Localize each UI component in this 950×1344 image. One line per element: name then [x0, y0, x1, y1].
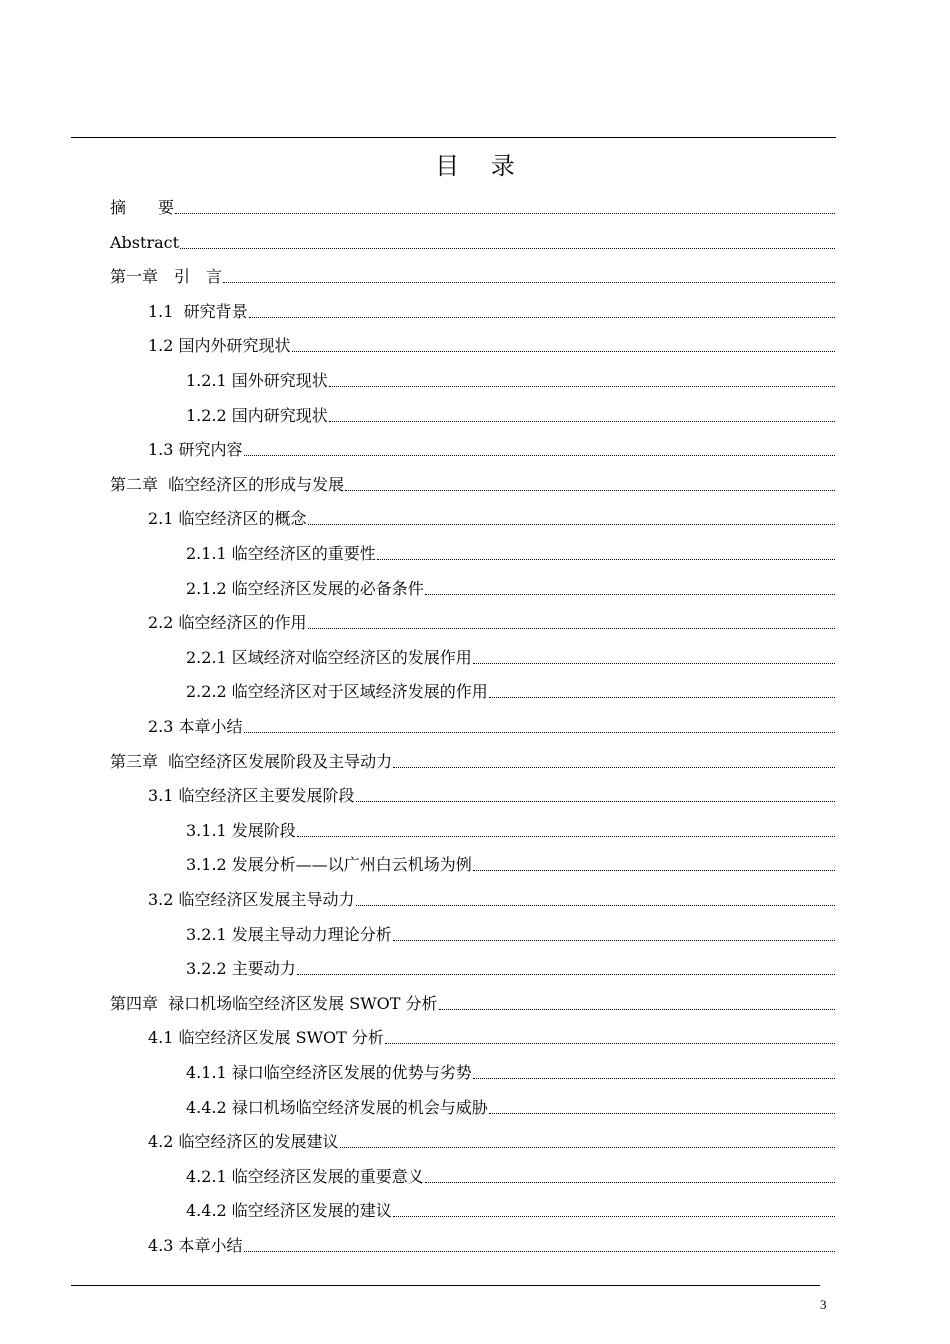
- toc-entry[interactable]: [148, 1126, 835, 1152]
- dot-leader: [377, 559, 835, 560]
- toc-entry-label: 2.2.2 临空经济区对于区域经济发展的作用: [186, 682, 488, 702]
- dot-leader: [329, 421, 835, 422]
- toc-entry[interactable]: [148, 1230, 835, 1256]
- dot-leader: [393, 767, 835, 768]
- toc-entry-label: 3.1.1 发展阶段: [186, 820, 296, 840]
- toc-entry[interactable]: [148, 1022, 835, 1048]
- toc-entry[interactable]: [186, 1161, 835, 1187]
- dot-leader: [292, 351, 835, 352]
- toc-entry-label: 第四章 禄口机场临空经济区发展 SWOT 分析: [110, 993, 438, 1013]
- toc-entry-label: 1.1 研究背景: [148, 301, 248, 321]
- toc-entry[interactable]: [186, 1195, 835, 1221]
- toc-entry[interactable]: [186, 365, 835, 391]
- toc-entry-label: 摘 要: [110, 198, 175, 217]
- dot-leader: [175, 213, 835, 214]
- toc-entry-label: 4.3 本章小结: [148, 1236, 243, 1255]
- toc-entry-label: 1.2 国内外研究现状: [148, 336, 291, 356]
- toc-entry-label: 第一章 引 言: [110, 267, 223, 287]
- toc-entry-label: 3.1.2 发展分析——以广州白云机场为例: [186, 855, 472, 875]
- dot-leader: [425, 1182, 835, 1183]
- toc-entry-label: 1.2.2 国内研究现状: [186, 405, 328, 425]
- toc-entry[interactable]: [110, 469, 835, 495]
- dot-leader: [297, 974, 835, 975]
- toc-entry[interactable]: [186, 538, 835, 564]
- toc-entry[interactable]: [148, 711, 835, 737]
- dot-leader: [308, 524, 835, 525]
- toc-entry[interactable]: [148, 780, 835, 806]
- dot-leader: [489, 1113, 835, 1114]
- toc-entry-label: 3.2.1 发展主导动力理论分析: [186, 924, 392, 944]
- toc-entry[interactable]: [186, 1092, 835, 1118]
- toc-entry[interactable]: [148, 330, 835, 356]
- toc-entry-label: 3.1 临空经济区主要发展阶段: [148, 786, 355, 806]
- toc-entry-label: 4.4.2 禄口机场临空经济发展的机会与威胁: [186, 1097, 488, 1117]
- dot-leader: [473, 1078, 835, 1079]
- toc-entry-label: 第三章 临空经济区发展阶段及主导动力: [110, 751, 393, 771]
- dot-leader: [356, 905, 835, 906]
- toc-entry-label: Abstract: [110, 232, 180, 252]
- toc-entry-label: 2.1 临空经济区的概念: [148, 509, 307, 529]
- toc-entry-label: 2.3 本章小结: [148, 717, 243, 736]
- dot-leader: [356, 801, 835, 802]
- dot-leader: [223, 282, 835, 283]
- dot-leader: [308, 628, 835, 629]
- toc-entry[interactable]: [186, 573, 835, 599]
- toc-entry[interactable]: [148, 607, 835, 633]
- dot-leader: [473, 870, 835, 871]
- toc-entry[interactable]: [148, 503, 835, 529]
- footer-rule: [71, 1285, 820, 1286]
- toc-entry[interactable]: [148, 434, 835, 460]
- dot-leader: [244, 1251, 835, 1252]
- toc-entry-label: 4.2 临空经济区的发展建议: [148, 1132, 339, 1152]
- toc-entry[interactable]: [110, 227, 835, 253]
- dot-leader: [345, 490, 835, 491]
- dot-leader: [249, 317, 835, 318]
- toc-entry-label: 2.1.2 临空经济区发展的必备条件: [186, 578, 424, 598]
- toc-entry-label: 4.4.2 临空经济区发展的建议: [186, 1201, 392, 1221]
- header-rule: [71, 137, 836, 138]
- dot-leader: [244, 455, 835, 456]
- toc-entry-label: 1.3 研究内容: [148, 440, 243, 460]
- dot-leader: [439, 1009, 835, 1010]
- toc-entry-label: 2.1.1 临空经济区的重要性: [186, 544, 376, 563]
- dot-leader: [340, 1147, 835, 1148]
- dot-leader: [393, 940, 835, 941]
- toc-entry[interactable]: [186, 400, 835, 426]
- toc-entry[interactable]: [110, 192, 835, 218]
- toc-entry[interactable]: [110, 988, 835, 1014]
- toc-entry-label: 4.1.1 禄口临空经济区发展的优势与劣势: [186, 1063, 472, 1082]
- toc-entry[interactable]: [186, 953, 835, 979]
- page-number: 3: [820, 1297, 827, 1312]
- toc-entry-label: 4.1 临空经济区发展 SWOT 分析: [148, 1028, 384, 1048]
- toc-entry[interactable]: [148, 296, 835, 322]
- dot-leader: [385, 1043, 835, 1044]
- toc-entry[interactable]: [186, 1057, 835, 1083]
- toc-entry[interactable]: [148, 884, 835, 910]
- toc-entry-label: 3.2.2 主要动力: [186, 959, 296, 979]
- dot-leader: [489, 697, 835, 698]
- toc-entry[interactable]: [186, 815, 835, 841]
- dot-leader: [180, 248, 835, 249]
- toc-entry[interactable]: [186, 676, 835, 702]
- dot-leader: [473, 663, 835, 664]
- toc-entry[interactable]: [186, 919, 835, 945]
- toc-entry[interactable]: [110, 261, 835, 287]
- dot-leader: [393, 1216, 835, 1217]
- dot-leader: [329, 386, 835, 387]
- toc-entry[interactable]: [186, 849, 835, 875]
- toc-entry-label: 2.2.1 区域经济对临空经济区的发展作用: [186, 647, 472, 667]
- dot-leader: [425, 594, 835, 595]
- toc-entry[interactable]: [110, 746, 835, 772]
- toc-entry-label: 2.2 临空经济区的作用: [148, 613, 307, 633]
- toc-entry-label: 1.2.1 国外研究现状: [186, 371, 328, 390]
- dot-leader: [244, 732, 835, 733]
- toc-entry[interactable]: [186, 642, 835, 668]
- dot-leader: [297, 836, 835, 837]
- toc-entry-label: 3.2 临空经济区发展主导动力: [148, 890, 355, 909]
- page-title: 目 录: [435, 152, 527, 180]
- toc-entry-label: 4.2.1 临空经济区发展的重要意义: [186, 1166, 424, 1186]
- toc-entry-label: 第二章 临空经济区的形成与发展: [110, 474, 345, 494]
